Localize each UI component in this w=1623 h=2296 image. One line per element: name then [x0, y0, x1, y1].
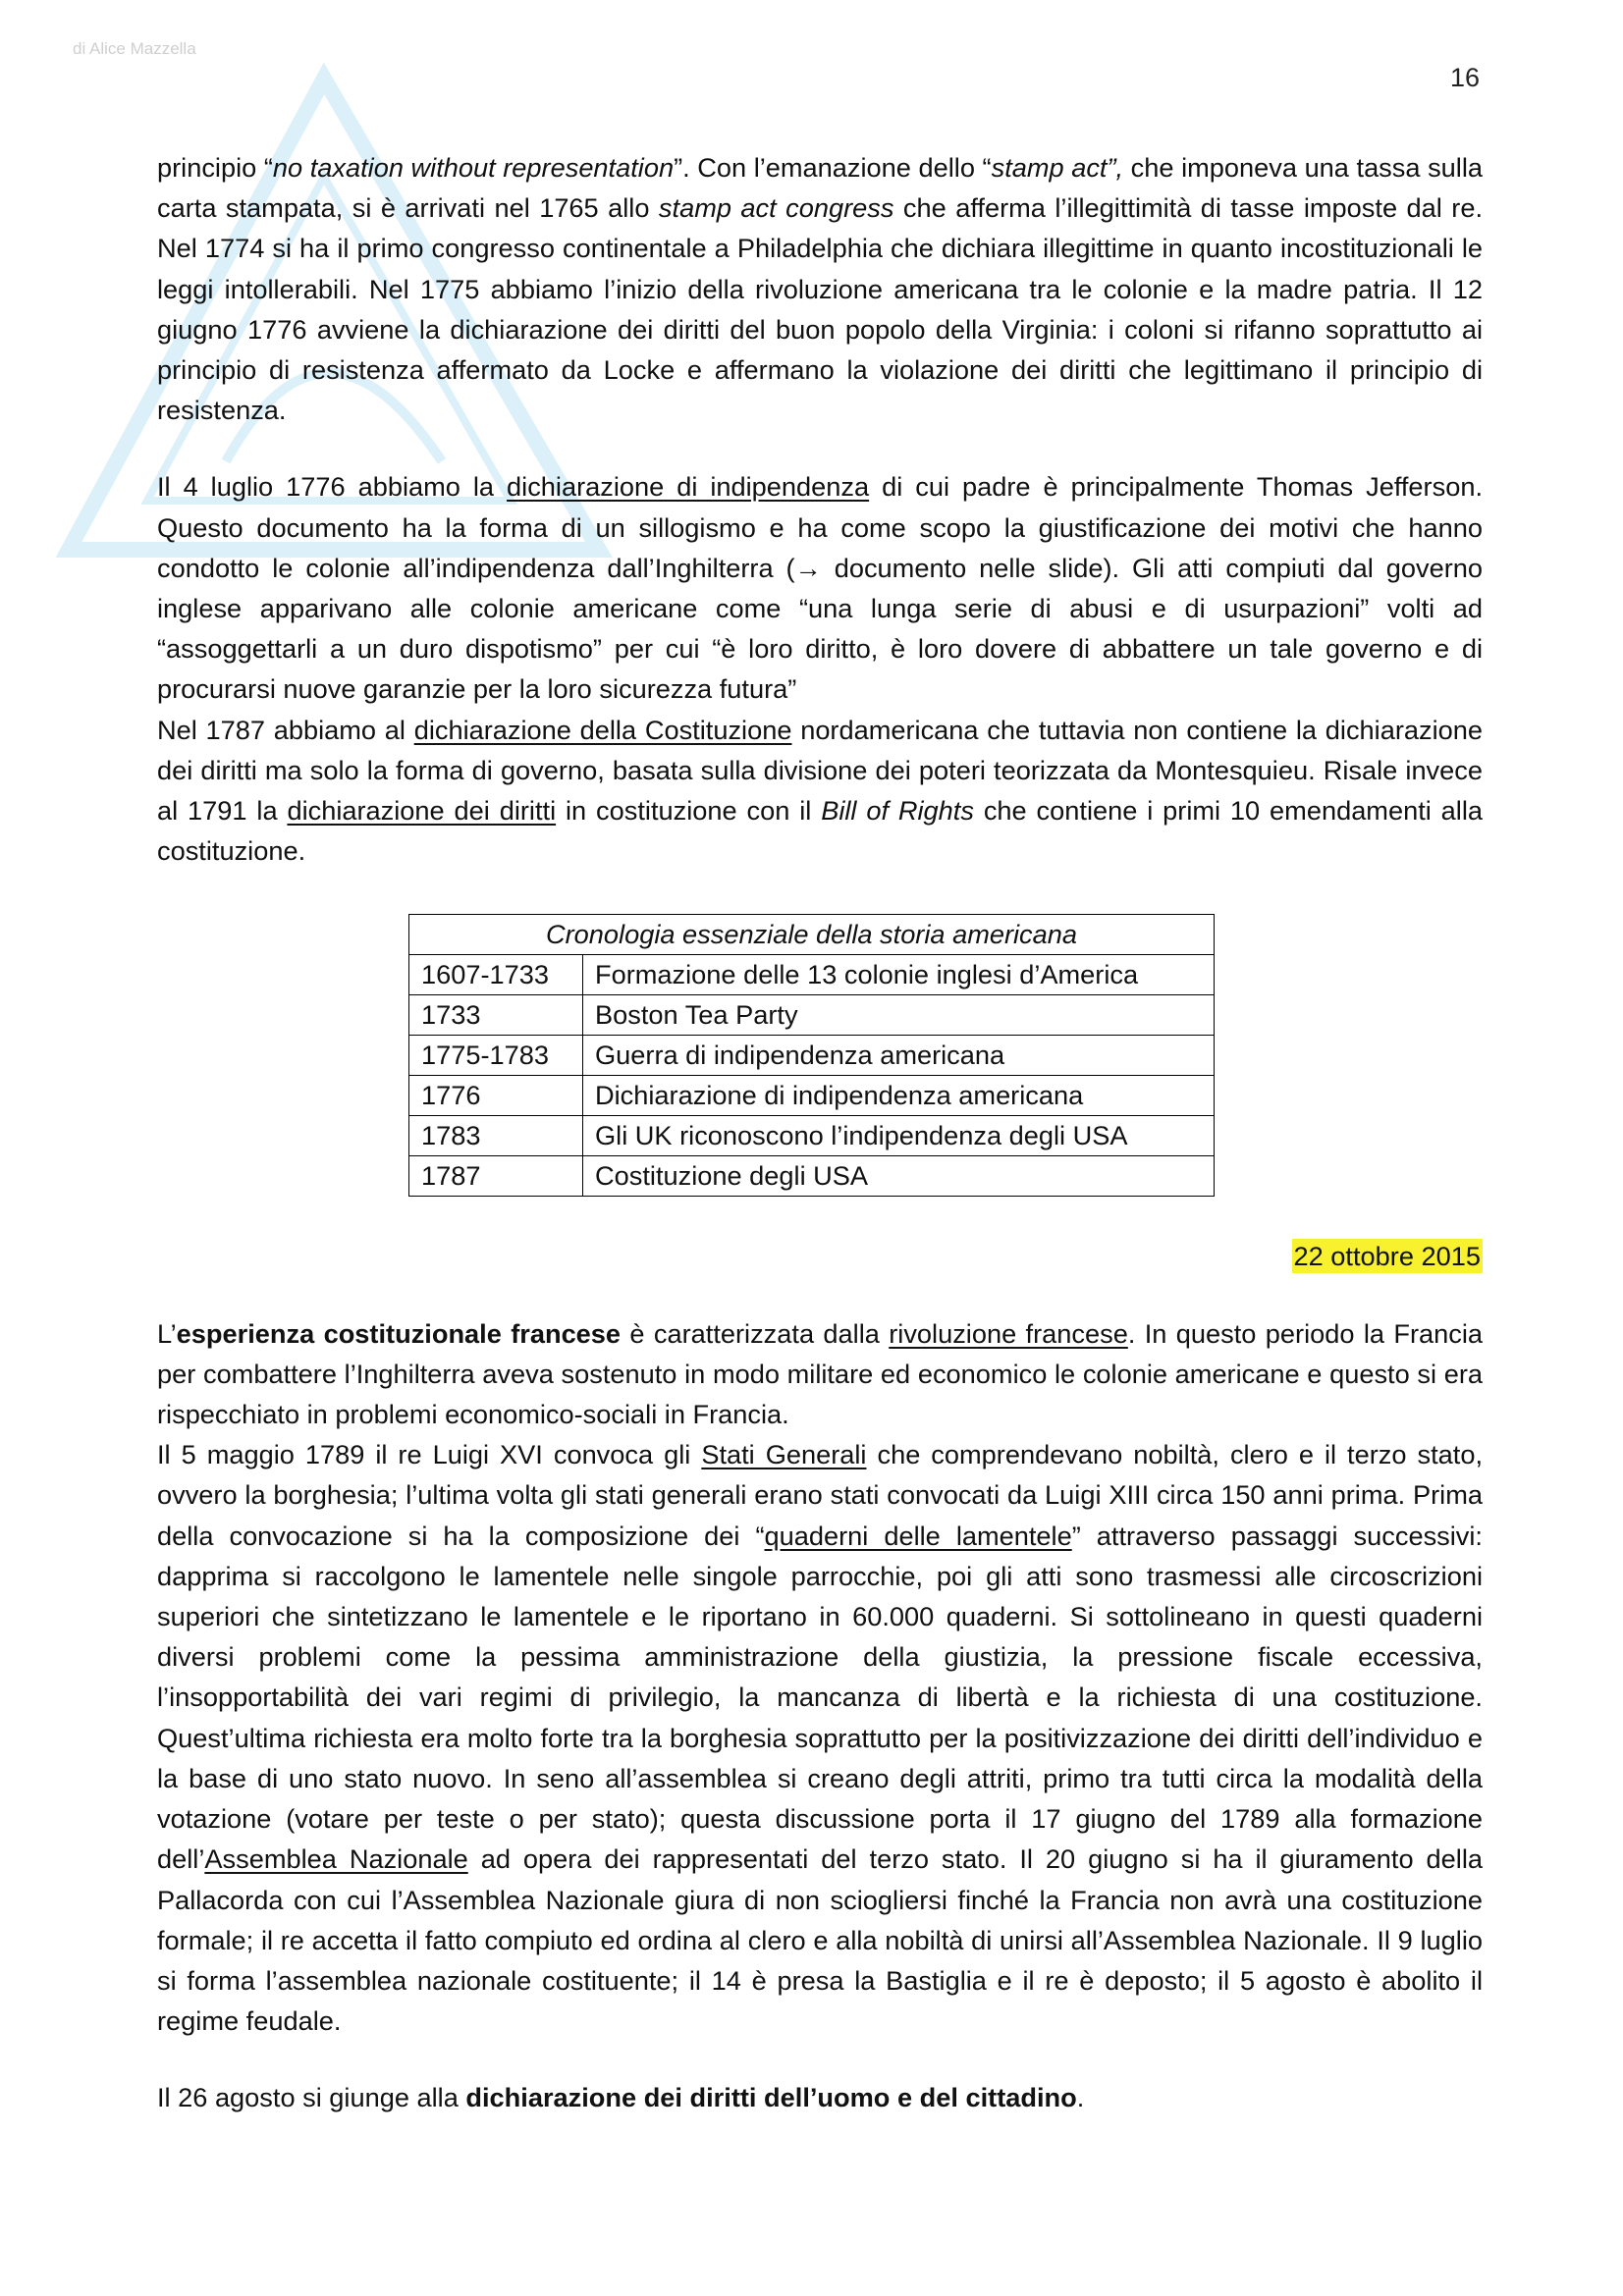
table-row — [409, 1076, 1215, 1116]
table-cell-year: 1607-1733 — [409, 955, 583, 995]
table-cell-year: 1775-1783 — [409, 1036, 583, 1076]
document-body — [157, 147, 1483, 2118]
table-cell-year: 1783 — [409, 1116, 583, 1156]
table-cell-event: Boston Tea Party — [583, 995, 1215, 1036]
page-number: 16 — [1449, 63, 1480, 92]
paragraph-rights-declaration: Il 26 agosto si giunge alla dichiarazione dei diritti dell’uomo e del cittadino. — [157, 2082, 1085, 2113]
author-watermark: di Alice Mazzella — [73, 39, 196, 58]
table-cell-event: Dichiarazione di indipendenza americana — [583, 1076, 1215, 1116]
table-caption: Cronologia essenziale della storia americana — [409, 915, 1215, 955]
table-cell-event: Guerra di indipendenza americana — [583, 1036, 1215, 1076]
table-cell-event: Gli UK riconoscono l’indipendenza degli USA — [583, 1116, 1215, 1156]
table-row — [409, 955, 1215, 995]
table-row — [409, 1036, 1215, 1076]
paragraph-estates-general: Il 5 maggio 1789 il re Luigi XVI convoca gli Stati Generali che comprendevano nobiltà, clero e il terzo stato, ovvero la borghesia; l’ultima volta gli stati generali erano stati convocati da Luigi XIII circa 150 anni prima. Prima della convocazione si ha la composizione dei “quaderni delle lamentele” attraverso passaggi successivi: dapprima si raccolgono le lamentele nelle singole parrocchie, poi gli atti sono trasmessi alle circoscrizioni superiori che sintetizzano le lamentele e le riportano in 60.000 quaderni. Si sottolineano in questi quaderni diversi problemi come la pessima amministrazione della giustizia, la pressione fiscale eccessiva, l’insopportabilità dei vari regimi di privilegio, la mancanza di libertà e la richiesta di una costituzione. Quest’ultima richiesta era molto forte tra la borghesia soprattutto per la positivizzazione dei diritti dell’individuo e la base di uno stato nuovo. In seno all’assemblea si creano degli attriti, primo tra tutti circa la modalità della votazione (votare per teste o per stato); questa discussione porta il 17 giugno del 1789 alla formazione dell’Assemblea Nazionale ad opera dei rappresentati del terzo stato. Il 20 giugno si ha il giuramento della Pallacorda con cui l’Assemblea Nazionale giura di non sciogliersi finché la Francia non avrà una costituzione formale; il re accetta il fatto compiuto ed ordina al clero e alla nobiltà di unirsi all’Assemblea Nazionale. Il 9 luglio si forma l’assemblea nazionale costituente; il 14 è presa la Bastiglia e il re è deposto; il 5 agosto è abolito il regime feudale. — [157, 1439, 1483, 2037]
date-highlight: 22 ottobre 2015 — [1293, 1241, 1481, 1272]
table-cell-event: Formazione delle 13 colonie inglesi d’America — [583, 955, 1215, 995]
table-cell-year: 1776 — [409, 1076, 583, 1116]
paragraph-declaration-independence: Il 4 luglio 1776 abbiamo la dichiarazione di indipendenza di cui padre è principalmente Thomas Jefferson. Questo documento ha la forma di un sillogismo e ha come scopo la giustificazione dei motivi che hanno condotto le colonie all’indipendenza dall’Inghilterra (→ documento nelle slide). Gli atti compiuti dal governo inglese apparivano alle colonie americane come “una lunga serie di abusi e di usurpazioni” volti ad “assoggettarli a un duro dispotismo” per cui “è loro diritto, è loro dovere di abbattere un tale governo e di procurarsi nuove garanzie per la loro sicurezza futura” — [157, 471, 1483, 705]
paragraph-french-experience: L’esperienza costituzionale francese è caratterizzata dalla rivoluzione francese. In questo periodo la Francia per combattere l’Inghilterra aveva sostenuto in modo militare ed economico le colonie americane e questo si era rispecchiato in problemi economico-sociali in Francia. — [157, 1317, 1483, 1430]
table-cell-year: 1787 — [409, 1156, 583, 1197]
lecture-date — [157, 1236, 1483, 1276]
table-row — [409, 1156, 1215, 1197]
table-cell-year: 1733 — [409, 995, 583, 1036]
table-row — [409, 1116, 1215, 1156]
paragraph-constitution: Nel 1787 abbiamo al dichiarazione della Costituzione nordamericana che tuttavia non contiene la dichiarazione dei diritti ma solo la forma di governo, basata sulla divisione dei poteri teorizzata da Montesquieu. Risale invece al 1791 la dichiarazione dei diritti in costituzione con il Bill of Rights che contiene i primi 10 emendamenti alla costituzione. — [157, 714, 1483, 867]
paragraph-american-revolution: principio “no taxation without representation”. Con l’emanazione dello “stamp act”, che imponeva una tassa sulla carta stampata, si è arrivati nel 1765 allo stamp act congress che afferma l’illegittimità di tasse imposte dal re. Nel 1774 si ha il primo congresso continentale a Philadelphia che dichiara illegittime in quanto incostituzionali le leggi intollerabili. Nel 1775 abbiamo l’inizio della rivoluzione americana tra le colonie e la madre patria. Il 12 giugno 1776 avviene la dichiarazione dei diritti del buon popolo della Virginia: i coloni si rifanno soprattutto ai principio di resistenza affermato da Locke e affermano la violazione dei diritti che legittimano il principio di resistenza. — [157, 152, 1483, 426]
table-cell-event: Costituzione degli USA — [583, 1156, 1215, 1197]
chronology-table — [408, 914, 1215, 1197]
table-row — [409, 995, 1215, 1036]
